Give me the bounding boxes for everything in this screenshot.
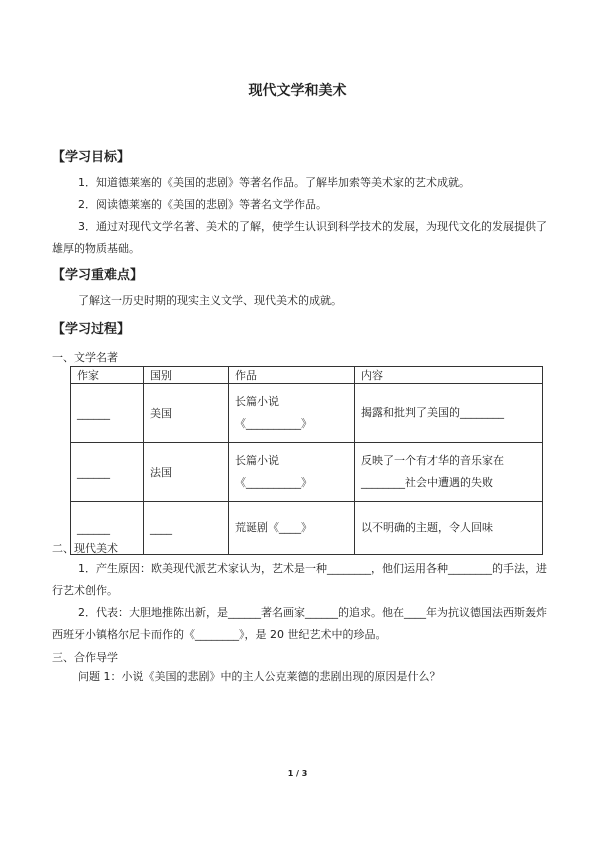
goal-1: 1．知道德莱塞的《美国的悲剧》等著名作品。了解毕加索等美术家的艺术成就。 <box>78 176 470 189</box>
cell-country[interactable]: ____ <box>144 502 229 555</box>
header-author: 作家 <box>71 367 144 384</box>
cell-country: 法国 <box>144 443 229 502</box>
key-heading: 【学习重难点】 <box>52 268 144 283</box>
subheading-cooperation: 三、合作导学 <box>52 651 118 664</box>
content-line-1: 反映了一个有才华的音乐家在 <box>361 454 504 467</box>
cell-country: 美国 <box>144 384 229 443</box>
work-line-1: 长篇小说 <box>235 454 279 467</box>
cell-author[interactable]: ______ <box>71 502 144 555</box>
subheading-literature: 一、文学名著 <box>52 351 118 364</box>
content-line-2[interactable]: ________社会中遭遇的失败 <box>361 476 493 489</box>
literature-table <box>70 366 543 555</box>
cell-content <box>355 502 543 555</box>
table-row <box>71 502 543 555</box>
header-country: 国别 <box>144 367 229 384</box>
work-line-2[interactable]: 《__________》 <box>235 417 312 430</box>
cell-content[interactable] <box>355 384 543 443</box>
goals-heading: 【学习目标】 <box>52 150 131 165</box>
cell-work[interactable] <box>229 384 355 443</box>
art-reason[interactable]: 1．产生原因：欧美现代派艺术家认为，艺术是一种________，他们运用各种________的手法，进行艺术创作。 <box>52 562 547 597</box>
goal-3: 3．通过对现代文学名著、美术的了解，使学生认识到科学技术的发展，为现代文化的发展提供了雄厚的物质基础。 <box>52 220 547 255</box>
process-heading: 【学习过程】 <box>52 322 131 337</box>
cell-content[interactable] <box>355 443 543 502</box>
work-line-2[interactable]: 《__________》 <box>235 476 312 489</box>
cell-author[interactable]: ______ <box>71 443 144 502</box>
art-representative[interactable]: 2．代表：大胆地推陈出新，是______著名画家______的追求。他在____年为抗议德国法西斯轰炸西班牙小镇格尔尼卡而作的《________》，是 20 世纪艺术中的珍品。 <box>52 606 547 641</box>
cell-work[interactable] <box>229 502 355 555</box>
work-line-1: 长篇小说 <box>235 395 279 408</box>
cell-author[interactable]: ______ <box>71 384 144 443</box>
header-work: 作品 <box>229 367 355 384</box>
table-header-row <box>71 367 543 384</box>
page-number: 1 / 3 <box>287 769 308 778</box>
content-line-1[interactable]: 揭露和批判了美国的________ <box>361 406 504 419</box>
question-1: 问题 1：小说《美国的悲剧》中的主人公克莱德的悲剧出现的原因是什么？ <box>78 670 441 683</box>
goal-2: 2．阅读德莱塞的《美国的悲剧》等著名文学作品。 <box>78 198 327 211</box>
cell-work[interactable] <box>229 443 355 502</box>
content-line-1: 以不明确的主题，令人回味 <box>361 521 493 534</box>
page-title: 现代文学和美术 <box>248 83 347 99</box>
key-text: 了解这一历史时期的现实主义文学、现代美术的成就。 <box>78 294 342 307</box>
table-row <box>71 384 543 443</box>
header-content: 内容 <box>355 367 543 384</box>
subheading-art: 二、现代美术 <box>52 542 118 555</box>
work-line-1[interactable]: 荒诞剧《____》 <box>235 521 312 534</box>
table-row <box>71 443 543 502</box>
